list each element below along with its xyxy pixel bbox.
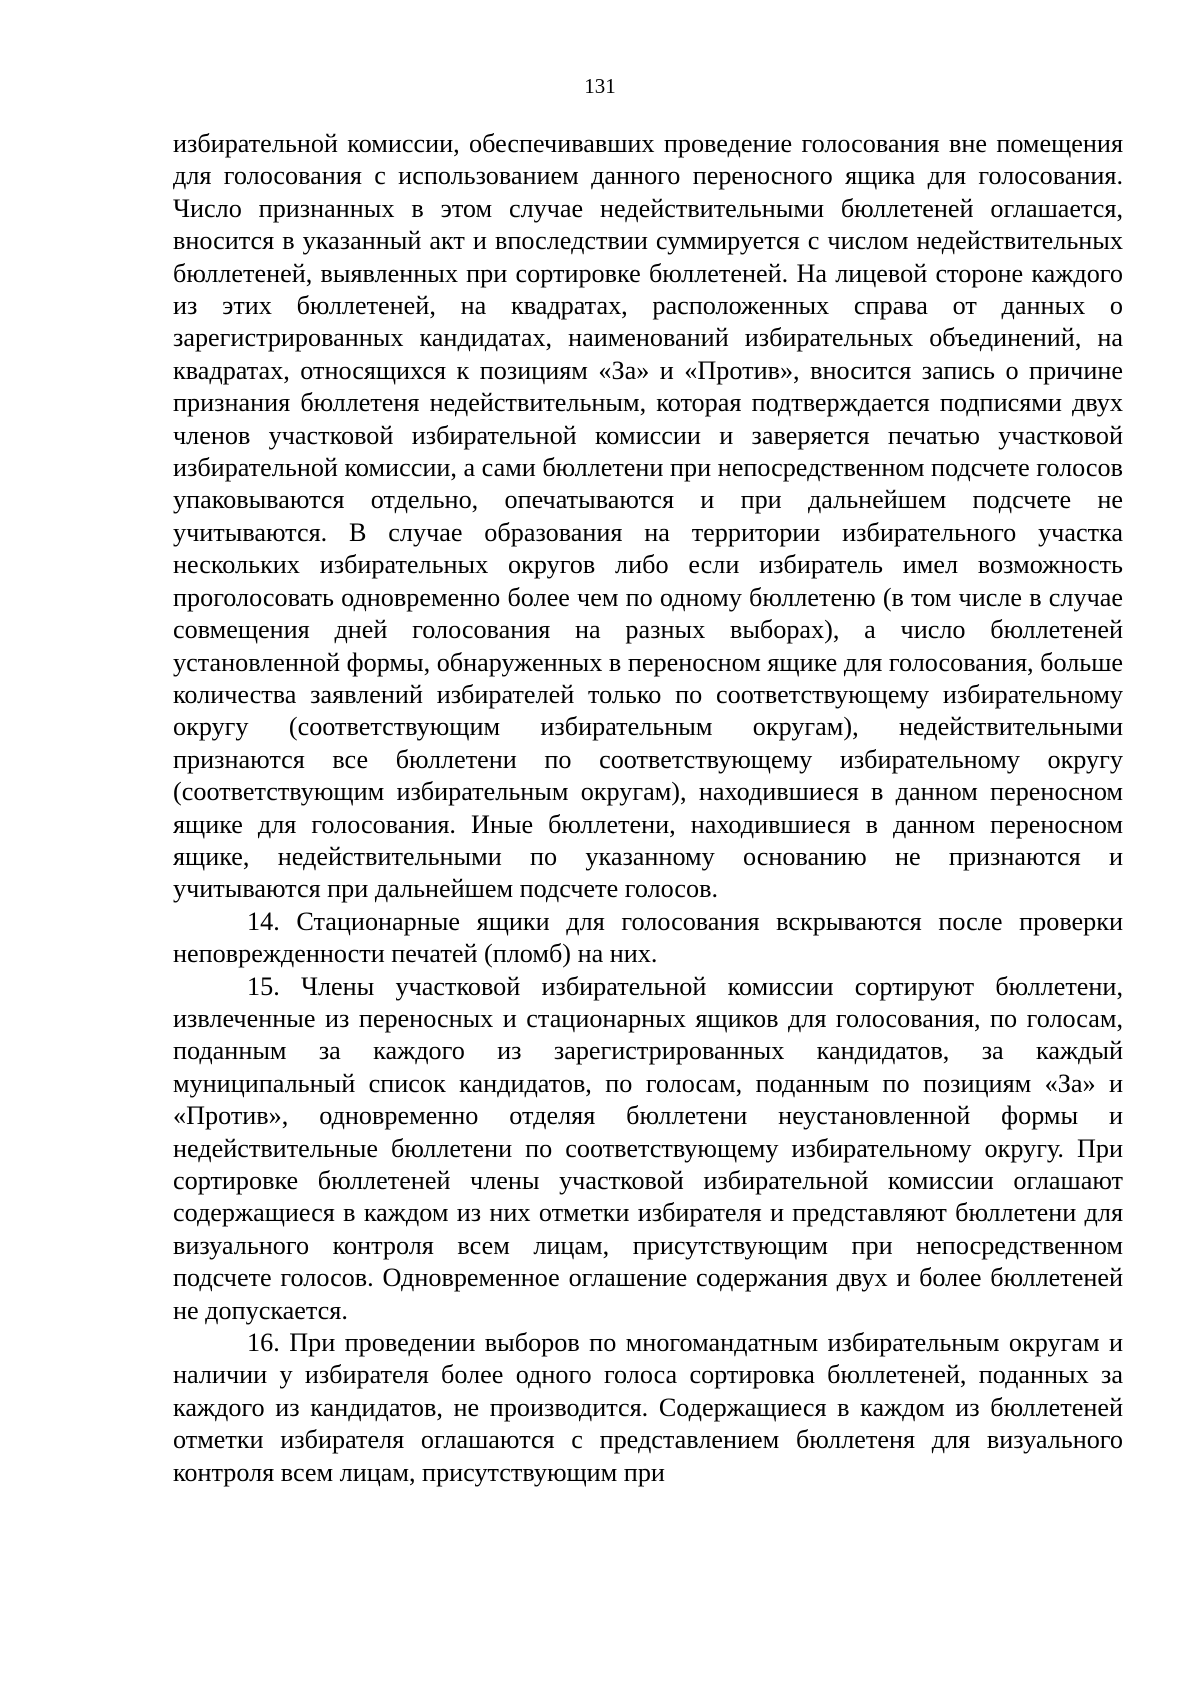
paragraph-continuation: избирательной комиссии, обеспечивавших проведение голосования вне помещения для голосования с использованием данного переносного ящика для голосования. Число признанных в этом случае недействительными бюллетеней оглашается, вносится в указанный акт и впоследствии суммируется с числом недействительных бюллетеней, выявленных при сортировке бюллетеней. На лицевой стороне каждого из этих бюллетеней, на квадратах, расположенных справа от данных о зарегистрированных кандидатах, наименований избирательных объединений, на квадратах, относящихся к позициям «За» и «Против», вносится запись о причине признания бюллетеня недействительным, которая подтверждается подписями двух членов участковой избирательной комиссии и заверяется печатью участковой избирательной комиссии, а сами бюллетени при непосредственном подсчете голосов упаковываются отдельно, опечатываются и при дальнейшем подсчете не учитываются. В случае образования на территории избирательного участка нескольких избирательных округов либо если избиратель имел возможность проголосовать одновременно более чем по одному бюллетеню (в том числе в случае совмещения дней голосования на разных выборах), а число бюллетеней установленной формы, обнаруженных в переносном ящике для голосования, больше количества заявлений избирателей только по соответствующему избирательному округу (соответствующим избирательным округам), недействительными признаются все бюллетени по соответствующему избирательному округу (соответствующим избирательным округам), находившиеся в данном переносном ящике для голосования. Иные бюллетени, находившиеся в данном переносном ящике, недействительными по указанному основанию не признаются и учитываются при дальнейшем подсчете голосов. <box>173 129 1123 904</box>
page-number: 131 <box>584 74 616 98</box>
paragraph-16: 16. При проведении выборов по многомандатным избирательным округам и наличии у избирателя более одного голоса сортировка бюллетеней, поданных за каждого из кандидатов, не производится. Содержащиеся в каждом из бюллетеней отметки избирателя оглашаются с представлением бюллетеня для визуального контроля всем лицам, присутствующим при <box>173 1328 1123 1487</box>
paragraph-15: 15. Члены участковой избирательной комиссии сортируют бюллетени, извлеченные из переносных и стационарных ящиков для голосования, по голосам, поданным за каждого из зарегистрированных кандидатов, за каждый муниципальный список кандидатов, по голосам, поданным по позициям «За» и «Против», одновременно отделяя бюллетени неустановленной формы и недействительные бюллетени по соответствующему избирательному округу. При сортировке бюллетеней члены участковой избирательной комиссии оглашают содержащиеся в каждом из них отметки избирателя и представляют бюллетени для визуального контроля всем лицам, присутствующим при непосредственном подсчете голосов. Одновременное оглашение содержания двух и более бюллетеней не допускается. <box>173 971 1123 1325</box>
paragraph-14: 14. Стационарные ящики для голосования вскрываются после проверки неповрежденности печатей (пломб) на них. <box>173 906 1123 969</box>
document-body <box>173 128 1123 1489</box>
